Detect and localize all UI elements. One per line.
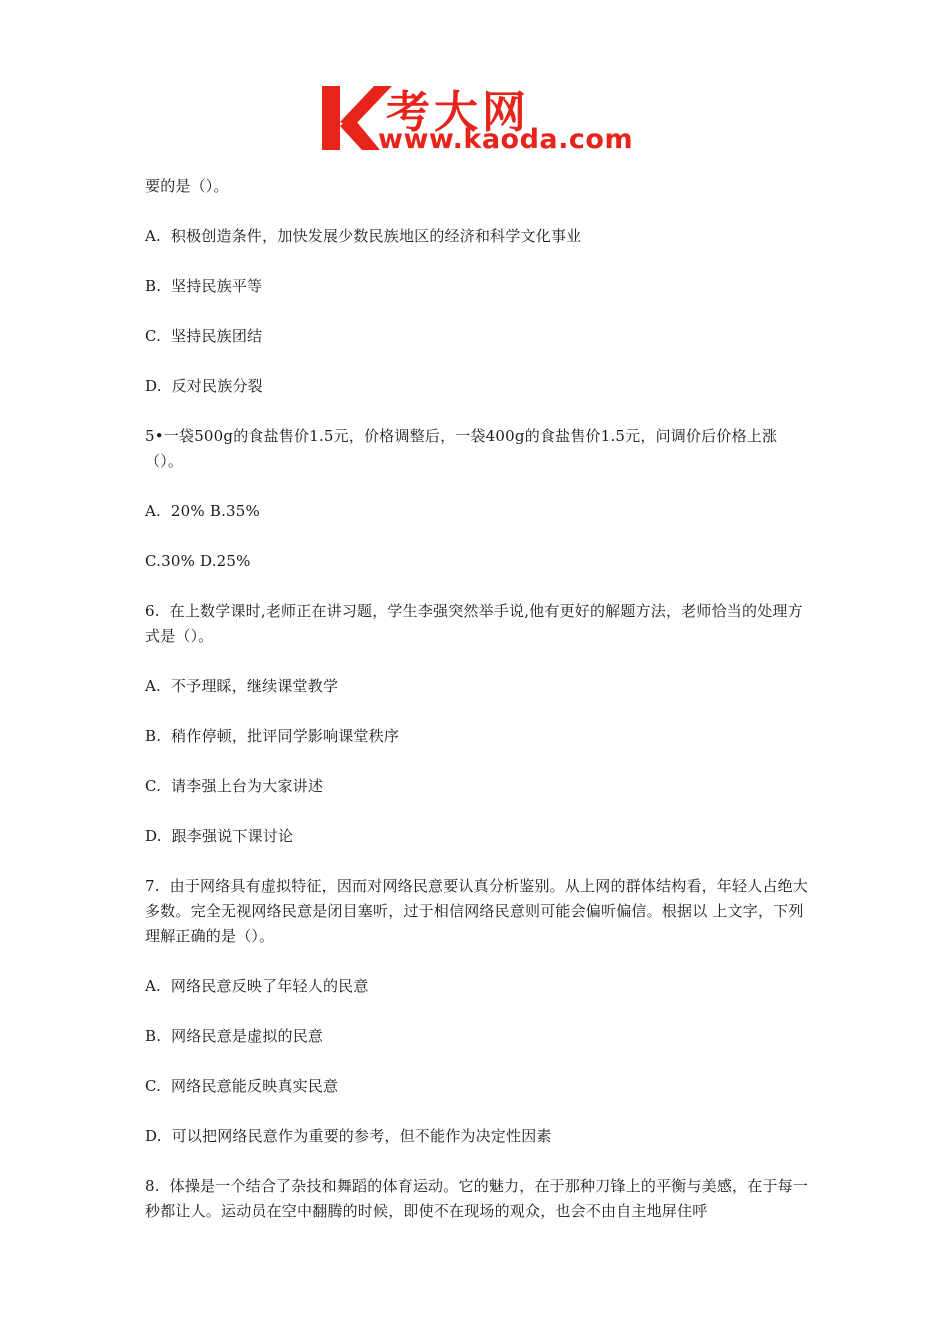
- q4-option-c: C. 坚持民族团结: [145, 327, 263, 345]
- q6-option-d: D. 跟李强说下课讨论: [145, 827, 294, 845]
- kaoda-logo: [318, 78, 638, 158]
- q5-options-ab: A. 20% B.35%: [145, 502, 260, 520]
- q7-option-d: D. 可以把网络民意作为重要的参考，但不能作为决定性因素: [145, 1127, 552, 1145]
- q7-option-a: A. 网络民意反映了年轻人的民意: [145, 977, 369, 995]
- q4-option-a: A. 积极创造条件，加快发展少数民族地区的经济和科学文化事业: [145, 227, 582, 245]
- q6-option-b: B. 稍作停顿，批评同学影响课堂秩序: [145, 727, 400, 745]
- q7-option-c: C. 网络民意能反映真实民意: [145, 1077, 339, 1095]
- q7-option-b: B. 网络民意是虚拟的民意: [145, 1027, 324, 1045]
- question-8-stem: 8. 体操是一个结合了杂技和舞蹈的体育运动。它的魅力，在于那种刀锋上的平衡与美感，在于每一秒都让人。运动员在空中翻腾的时候，即使不在现场的观众，也会不由自主地屏住呼: [145, 1177, 809, 1220]
- document-body: [145, 174, 810, 1249]
- q6-option-a: A. 不予理睬，继续课堂教学: [145, 677, 339, 695]
- question-4-stem-tail: 要的是（）。: [145, 177, 229, 195]
- q5-options-cd: C.30% D.25%: [145, 552, 251, 570]
- q4-option-b: B. 坚持民族平等: [145, 277, 263, 295]
- question-5-stem: 5•一袋500g的食盐售价1.5元，价格调整后，一袋400g的食盐售价1.5元，问调价后价格上涨（）。: [145, 427, 778, 470]
- logo-title: 考大网: [386, 87, 530, 138]
- q4-option-d: D. 反对民族分裂: [145, 377, 263, 395]
- logo-url: www.kaoda.com: [378, 124, 634, 155]
- q6-option-c: C. 请李强上台为大家讲述: [145, 777, 324, 795]
- question-6-stem: 6. 在上数学课时,老师正在讲习题，学生李强突然举手说,他有更好的解题方法，老师恰当的处理方式是（）。: [145, 602, 803, 645]
- question-7-stem: 7. 由于网络具有虚拟特征，因而对网络民意要认真分析鉴别。从上网的群体结构看，年轻人占绝大多数。完全无视网络民意是闭目塞听，过于相信网络民意则可能会偏听偏信。根据以 上文字，下列理解正确的是（）。: [145, 877, 809, 945]
